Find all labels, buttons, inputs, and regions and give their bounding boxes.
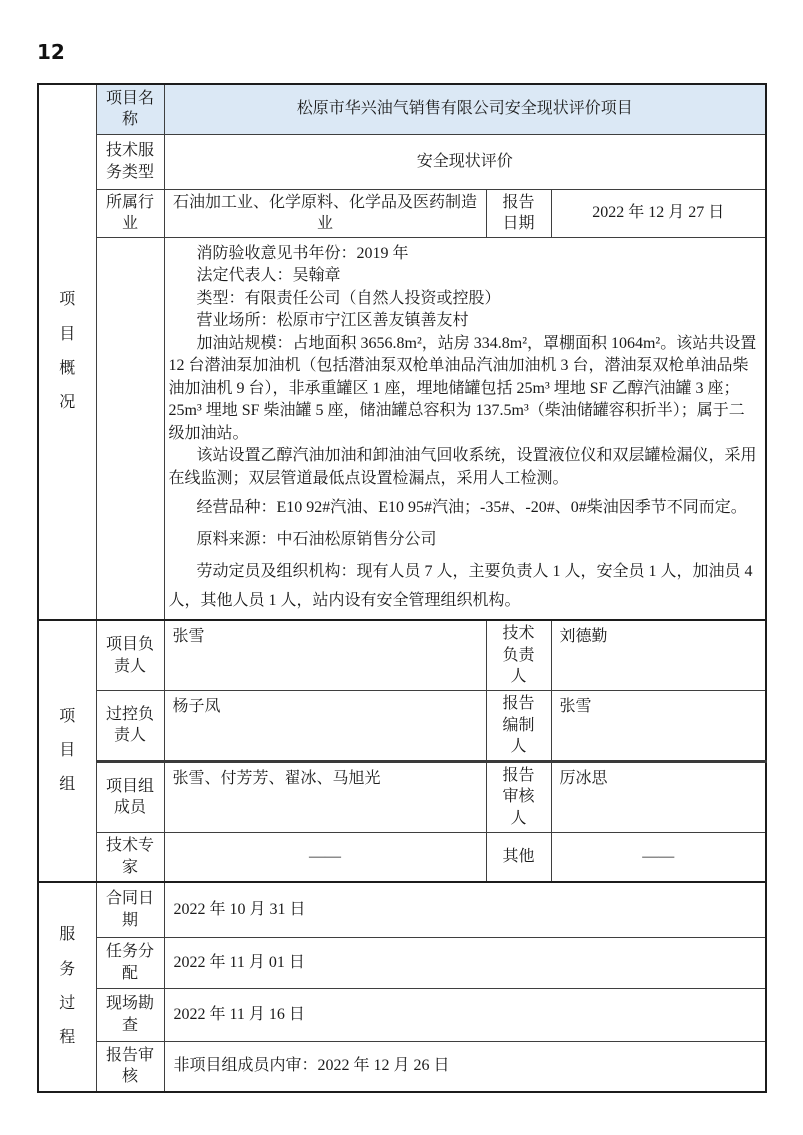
row-report-review [38, 1041, 766, 1092]
section-cell-project-team [38, 620, 96, 882]
row-process-control-leader [38, 690, 766, 761]
technical-leader-value: 刘德勤 [551, 620, 766, 690]
paragraph-material-source: 原料来源：中石油松原销售分公司 [196, 531, 437, 549]
task-assignment-label: 任务分配 [96, 937, 164, 988]
industry-value: 石油加工业、化学原料、化学品及医药制造业 [164, 189, 486, 237]
row-service-type [38, 134, 766, 189]
row-team-members [38, 761, 766, 832]
other-label: 其他 [486, 832, 551, 882]
report-review-value: 非项目组成员内审：2022 年 12 月 26 日 [164, 1041, 766, 1092]
overview-text-cell [164, 237, 766, 620]
paragraph-staffing: 劳动定员及组织机构：现有人员 7 人，主要负责人 1 人，安全员 1 人，加油员 4 人，其他人员 1 人，站内设有安全管理组织机构。 [168, 563, 753, 610]
report-date-value: 2022 年 12 月 27 日 [551, 189, 766, 237]
technical-leader-label: 技术负责人 [486, 620, 551, 690]
project-leader-value: 张雪 [164, 620, 486, 690]
row-project-name [38, 84, 766, 134]
technical-expert-label: 技术专家 [96, 832, 164, 882]
contract-date-value: 2022 年 10 月 31 日 [164, 882, 766, 937]
site-survey-value: 2022 年 11 月 16 日 [164, 988, 766, 1041]
section-cell-service-process [38, 882, 96, 1092]
row-industry [38, 189, 766, 237]
section-label-service-process: 服务过程 [59, 926, 76, 1047]
team-members-value: 张雪、付芳芳、翟冰、马旭光 [164, 761, 486, 832]
row-technical-expert [38, 832, 766, 882]
row-project-leader [38, 620, 766, 690]
other-value: —— [551, 832, 766, 882]
row-contract-date [38, 882, 766, 937]
project-info-table [37, 83, 767, 1093]
report-date-label: 报告日期 [486, 189, 551, 237]
task-assignment-value: 2022 年 11 月 01 日 [164, 937, 766, 988]
contract-date-label: 合同日期 [96, 882, 164, 937]
service-type-value: 安全现状评价 [164, 134, 766, 189]
report-reviewer-value: 厉冰思 [551, 761, 766, 832]
process-control-leader-label: 过控负责人 [96, 690, 164, 761]
report-review-label: 报告审核 [96, 1041, 164, 1092]
paragraph-fire-acceptance-year: 消防验收意见书年份：2019 年 [196, 244, 409, 262]
paragraph-company-type: 类型：有限责任公司（自然人投资或控股） [196, 289, 501, 307]
row-task-assignment [38, 937, 766, 988]
page-number: 12 [37, 40, 65, 64]
project-name-label: 项目名称 [96, 84, 164, 134]
overview-paragraphs [169, 243, 758, 616]
section-label-project-team: 项目组 [59, 707, 76, 794]
project-leader-label: 项目负责人 [96, 620, 164, 690]
paragraph-business-address: 营业场所：松原市宁江区善友镇善友村 [196, 312, 469, 330]
row-site-survey [38, 988, 766, 1041]
service-type-label: 技术服务类型 [96, 134, 164, 189]
section-cell-project-overview [38, 84, 96, 620]
industry-label: 所属行业 [96, 189, 164, 237]
paragraph-products: 经营品种：E10 92#汽油、E10 95#汽油；-35#、-20#、0#柴油因季节不同而定。 [196, 499, 747, 517]
project-name-value: 松原市华兴油气销售有限公司安全现状评价项目 [164, 84, 766, 134]
technical-expert-value: —— [164, 832, 486, 882]
row-overview-text [38, 237, 766, 620]
overview-spacer-cell [96, 237, 164, 620]
report-reviewer-label: 报告审核人 [486, 761, 551, 832]
paragraph-legal-representative: 法定代表人：吴翰章 [196, 267, 341, 285]
paragraph-recovery-system: 该站设置乙醇汽油加油和卸油油气回收系统，设置液位仪和双层罐检漏仪，采用在线监测；双层管道最低点设置检漏点，采用人工检测。 [168, 447, 757, 487]
section-label-project-overview: 项目概况 [59, 291, 76, 412]
report-writer-value: 张雪 [551, 690, 766, 761]
process-control-leader-value: 杨子凤 [164, 690, 486, 761]
team-members-label: 项目组成员 [96, 761, 164, 832]
report-writer-label: 报告编制人 [486, 690, 551, 761]
paragraph-station-scale: 加油站规模：占地面积 3656.8m²，站房 334.8m²，罩棚面积 1064m²。该站共设置 12 台潜油泵加油机（包括潜油泵双枪单油品汽油加油机 3 台，潜油泵双枪单油品柴油加油机 9 台），非承重罐区 1 座，埋地储罐包括 25m³ 埋地 SF 乙醇汽油罐 3 座；25m³ 埋地 SF 柴油罐 5 座，储油罐总容积为 137.5m³（柴油储罐容积折半）；属于二级加油站。 [168, 334, 757, 442]
site-survey-label: 现场勘查 [96, 988, 164, 1041]
